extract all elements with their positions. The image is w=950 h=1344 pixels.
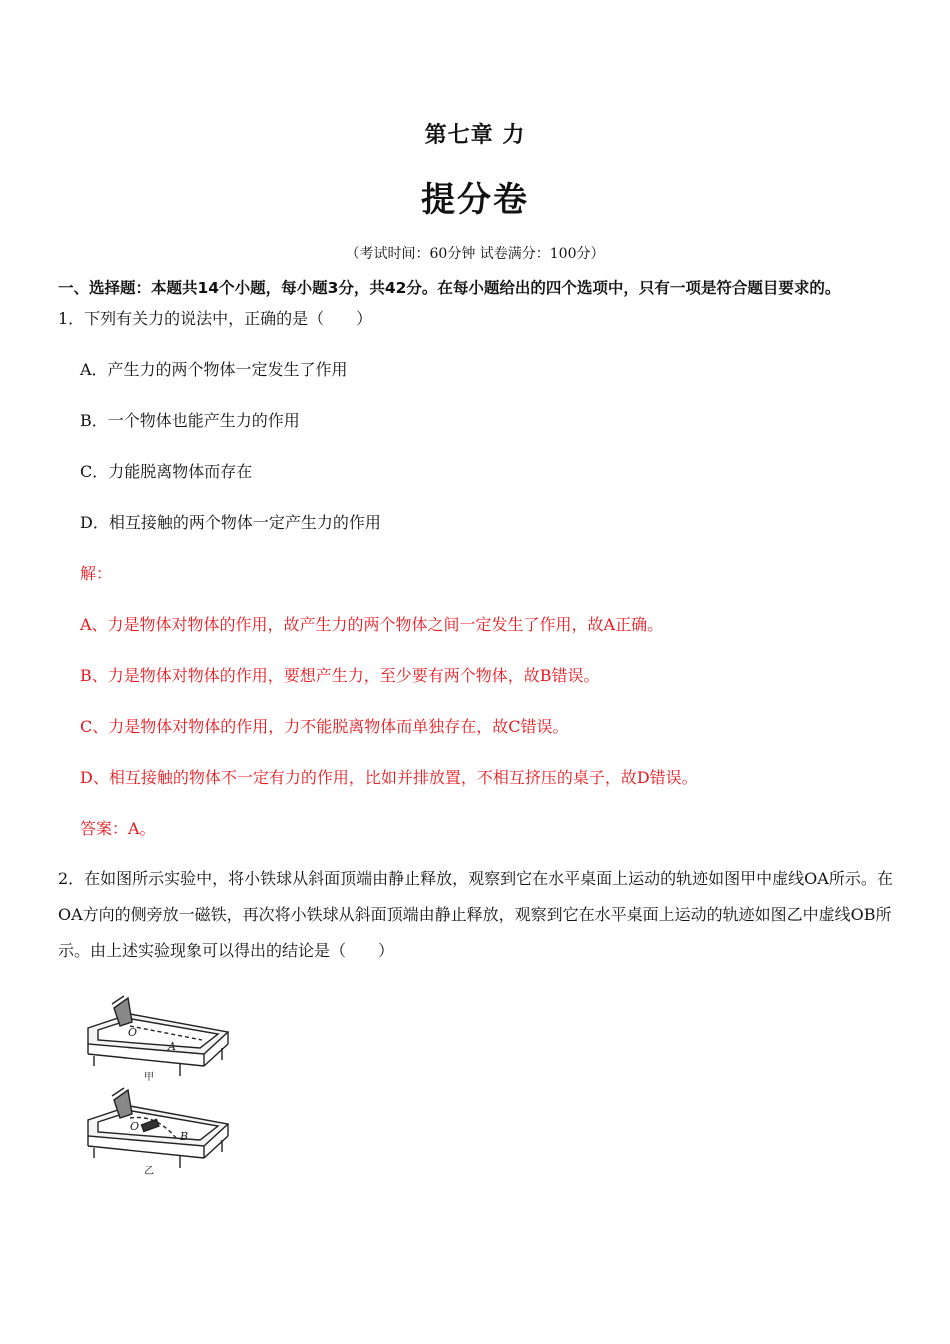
label-b: B [180,1130,189,1143]
table-yi-sketch [88,1088,228,1168]
q1-option-c: C．力能脱离物体而存在 [80,462,253,481]
q1-solution-d: D、相互接触的物体不一定有力的作用，比如并排放置，不相互挤压的桌子，故D错误。 [80,768,698,787]
label-a: A [168,1040,176,1053]
exam-meta: （考试时间：60分钟 试卷满分：100分） [345,246,605,262]
q1-solution-a: A、力是物体对物体的作用，故产生力的两个物体之间一定发生了作用，故A正确。 [80,615,664,634]
experiment-figure [84,992,244,1180]
label-yi: 乙 [144,1166,154,1177]
page-title: 提分卷 [421,180,529,220]
question-1-stem: 1．下列有关力的说法中，正确的是（ ） [58,309,373,328]
label-o-bottom: O [130,1120,140,1133]
q1-solution-c: C、力是物体对物体的作用，力不能脱离物体而单独存在，故C错误。 [80,717,569,736]
label-jia: 甲 [144,1072,154,1083]
q1-solution-b: B、力是物体对物体的作用，要想产生力，至少要有两个物体，故B错误。 [80,666,600,685]
q1-answer: 答案：A。 [80,819,156,838]
table-jia-sketch [88,996,228,1076]
question-2-stem: 2．在如图所示实验中，将小铁球从斜面顶端由静止释放，观察到它在水平桌面上运动的轨迹如图甲中虚线OA所示。在OA方向的侧旁放一磁铁，再次将小铁球从斜面顶端由静止释放，观察到它在水平桌面上运动的轨迹如图乙中虚线OB所示。由上述实验现象可以得出的结论是（ ） [58,869,893,960]
label-o-top: O [128,1026,138,1039]
q1-option-a: A．产生力的两个物体一定发生了作用 [80,360,348,379]
section-heading: 一、选择题：本题共14个小题，每小题3分，共42分。在每小题给出的四个选项中，只有一项是符合题目要求的。 [58,279,841,297]
q1-solution-label: 解： [80,564,113,583]
chapter-title: 第七章 力 [424,122,526,148]
q1-option-d: D．相互接触的两个物体一定产生力的作用 [80,513,381,532]
q1-option-b: B．一个物体也能产生力的作用 [80,411,300,430]
